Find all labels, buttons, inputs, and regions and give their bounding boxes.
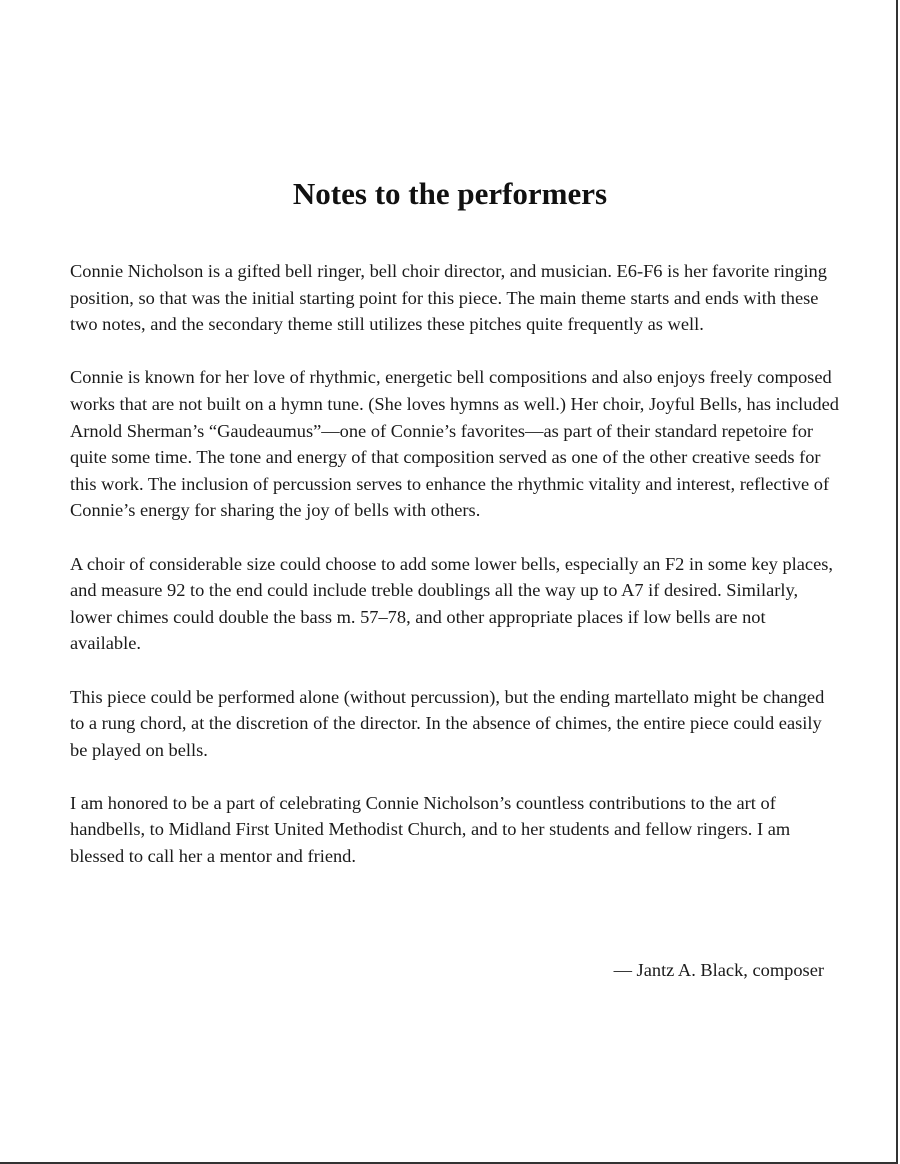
paragraph-instrumentation: A choir of considerable size could choose to add some lower bells, especially an F2 in some key places, and measure 92 to the end could include treble doublings all the way up to A7 if desired. Similarly, lower chimes could double the bass m. 57–78, and other appropriate places if low bells are not available. [70,553,833,654]
paragraph-intro: Connie Nicholson is a gifted bell ringer, bell choir director, and musician. E6-F6 is her favorite ringing position, so that was the initial starting point for this piece. The main theme starts and ends with these two notes, and the secondary theme still utilizes these pitches quite frequently as well. [70,261,827,335]
paragraph-inspiration: Connie is known for her love of rhythmic, energetic bell compositions and also enjoys freely composed works that are not built on a hymn tune. (She loves hymns as well.) Her choir, Joyful Bells, has included Arnold Sherman’s “Gaudeaumus”—one of Connie’s favorites—as part of their standard repetoire for quite some time. The tone and energy of that composition served as one of the other creative seeds for this work. The inclusion of percussion serves to enhance the rhythmic vitality and interest, reflective of Connie’s energy for sharing the joy of bells with others. [70,367,839,521]
paragraph-alternatives: This piece could be performed alone (without percussion), but the ending martellato might be changed to a rung chord, at the discretion of the director. In the absence of chimes, the entire piece could easily be played on bells. [70,686,825,760]
composer-signature: — Jantz A. Black, composer [613,960,824,980]
page-title: Notes to the performers [292,176,608,211]
paragraph-dedication: I am honored to be a part of celebrating Connie Nicholson’s countless contributions to the art of handbells, to Midland First United Methodist Church, and to her students and fellow ringers. I am blessed to call her a mentor and friend. [70,792,791,867]
document-body [70,258,840,896]
